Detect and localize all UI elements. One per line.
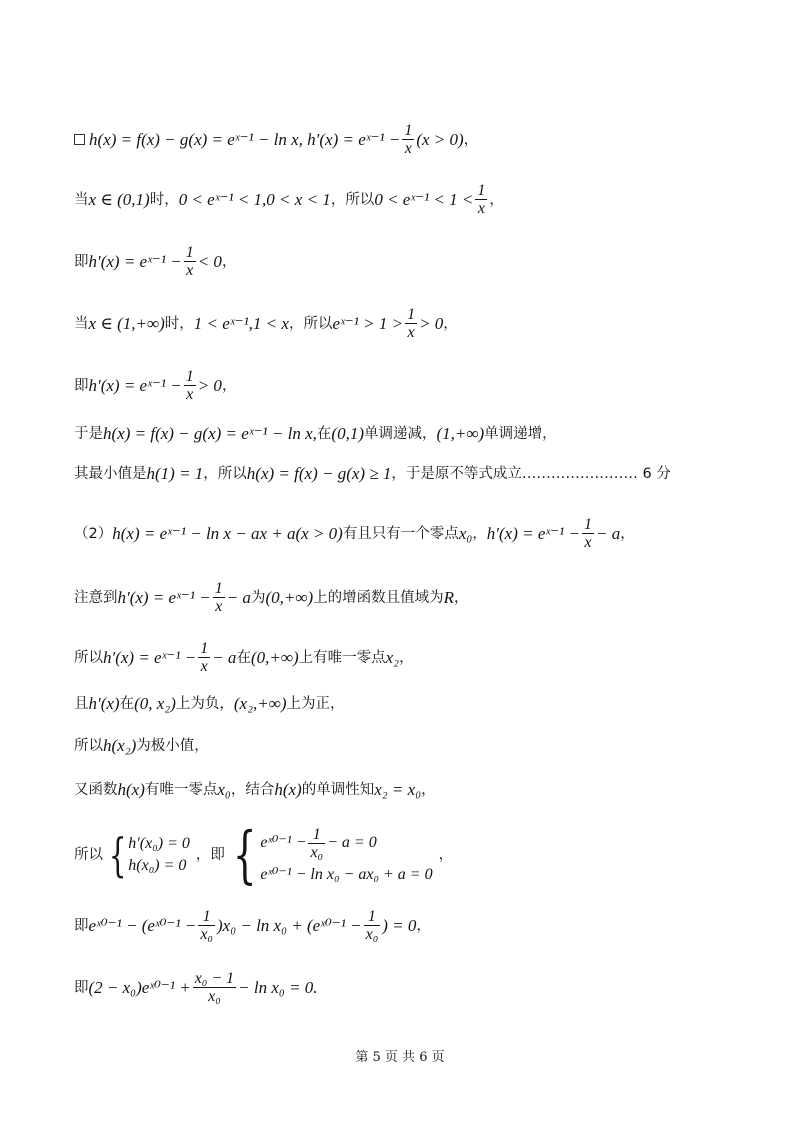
equation-system-2: { eˣ⁰⁻¹ − $\frac{1}{\text{x₀}}$ − a = 0 eˣ⁰⁻¹ − ln x₀ − ax₀ + a = 0 — [232, 818, 433, 891]
line-13: 又函数 h(x) 有唯一零点 x₀ ，结合 h(x) 的单调性知 x₂ = x₀ ， — [74, 780, 436, 799]
left-brace: { — [108, 828, 127, 882]
fraction-1-over-x: $\frac{1}{x}$ — [407, 306, 416, 341]
line-1 — [74, 122, 478, 157]
fraction-1-over-x0: $\frac{1}{\text{x₀}}$ — [200, 908, 213, 943]
fraction-1-over-x: $\frac{1}{x}$ — [583, 516, 592, 551]
line-4: 当 x ∈ (1,+∞) 时， 1 < eˣ⁻¹,1 < x ，所以 eˣ⁻¹ > 1 > $\frac{1}{x}$ > 0 ， — [74, 306, 458, 341]
punctuation: ， — [463, 131, 479, 148]
page-footer: 第 5 页 共 6 页 — [355, 1050, 445, 1065]
line-12: 所以 h(x₂) 为极小值， — [74, 736, 209, 755]
formula-domain: (x > 0) — [416, 129, 464, 149]
fraction-1-over-x0: $\frac{1}{\text{x₀}}$ — [310, 825, 324, 861]
fraction-1-over-x: $\frac{1}{x}$ — [185, 368, 194, 403]
line-9: 注意到 h′(x) = eˣ⁻¹ − $\frac{1}{x}$ − a 为 (0,+∞) 上的增函数且值域为 R ， — [74, 580, 469, 615]
fraction-1-over-x0: $\frac{1}{\text{x₀}}$ — [365, 908, 379, 943]
line-5: 即 h′(x) = eˣ⁻¹ − $\frac{1}{x}$ > 0 ， — [74, 368, 237, 403]
fraction-1-over-x: $\frac{1}{x}$ — [214, 580, 223, 615]
formula-h-def: h(x) = f(x) − g(x) = eˣ⁻¹ − ln x, h′(x) = eˣ⁻¹ − — [89, 129, 401, 149]
fraction-1-over-x: $\frac{1}{x}$ — [185, 244, 194, 279]
line-3: 即 h′(x) = eˣ⁻¹ − $\frac{1}{x}$ < 0 ， — [74, 244, 237, 279]
line-11: 且 h′(x) 在 (0, x₂) 上为负， (x₂,+∞) 上为正， — [74, 694, 345, 713]
line-8: （2） h(x) = eˣ⁻¹ − ln x − ax + a(x > 0) 有且只有一个零点 x₀ ， h′(x) = eˣ⁻¹ − $\frac{1}{x}$ − a ， — [74, 516, 635, 551]
left-brace: { — [232, 818, 257, 891]
line-10: 所以 h′(x) = eˣ⁻¹ − $\frac{1}{x}$ − a 在 (0,+∞) 上有唯一零点 x₂ ， — [74, 640, 414, 675]
fraction-1-over-x: $\frac{1}{x}$ — [404, 122, 413, 157]
line-16: 即 (2 − x₀)eˣ⁰⁻¹ + $\frac{\text{x₀ − 1}}{\text{x₀}}$ − ln x₀ = 0. — [74, 970, 318, 1005]
fraction-x0-minus-1-over-x0: $\frac{\text{x₀ − 1}}{\text{x₀}}$ — [194, 970, 235, 1005]
fraction-1-over-x: $\frac{1}{x}$ — [200, 640, 209, 675]
score-note: ，于是原不等式成立…………………… 6 分 — [391, 466, 671, 482]
checkbox-glyph — [74, 134, 85, 145]
line-14: 所以 { h′(x₀) = 0 h(x₀) = 0 ，即 { eˣ⁰⁻¹ − $\frac{1}{\text{x₀}}$ − a = 0 eˣ⁰⁻¹ − ln x₀ − ax₀ + a = 0 ， — [74, 818, 454, 891]
line-6: 于是 h(x) = f(x) − g(x) = eˣ⁻¹ − ln x, 在 (0,1) 单调递减， (1,+∞) 单调递增， — [74, 424, 557, 443]
line-15: 即 eˣ⁰⁻¹ − (eˣ⁰⁻¹ − $\frac{1}{\text{x₀}}$ )x₀ − ln x₀ + (eˣ⁰⁻¹ − $\frac{1}{\text{x₀}}$ ) = 0 ， — [74, 908, 431, 943]
equation-system-1: { h′(x₀) = 0 h(x₀) = 0 — [108, 828, 190, 882]
line-7: 其最小值是 h(1) = 1 ，所以 h(x) = f(x) − g(x) ≥ 1 ，于是原不等式成立…………………… 6 分 — [74, 464, 671, 483]
part-2-label: （2） — [74, 525, 113, 542]
line-2: 当 x ∈ (0,1) 时， 0 < eˣ⁻¹ < 1,0 < x < 1 ，所以 0 < eˣ⁻¹ < 1 < $\frac{1}{x}$ ， — [74, 182, 504, 217]
fraction-1-over-x: $\frac{1}{x}$ — [477, 182, 486, 217]
